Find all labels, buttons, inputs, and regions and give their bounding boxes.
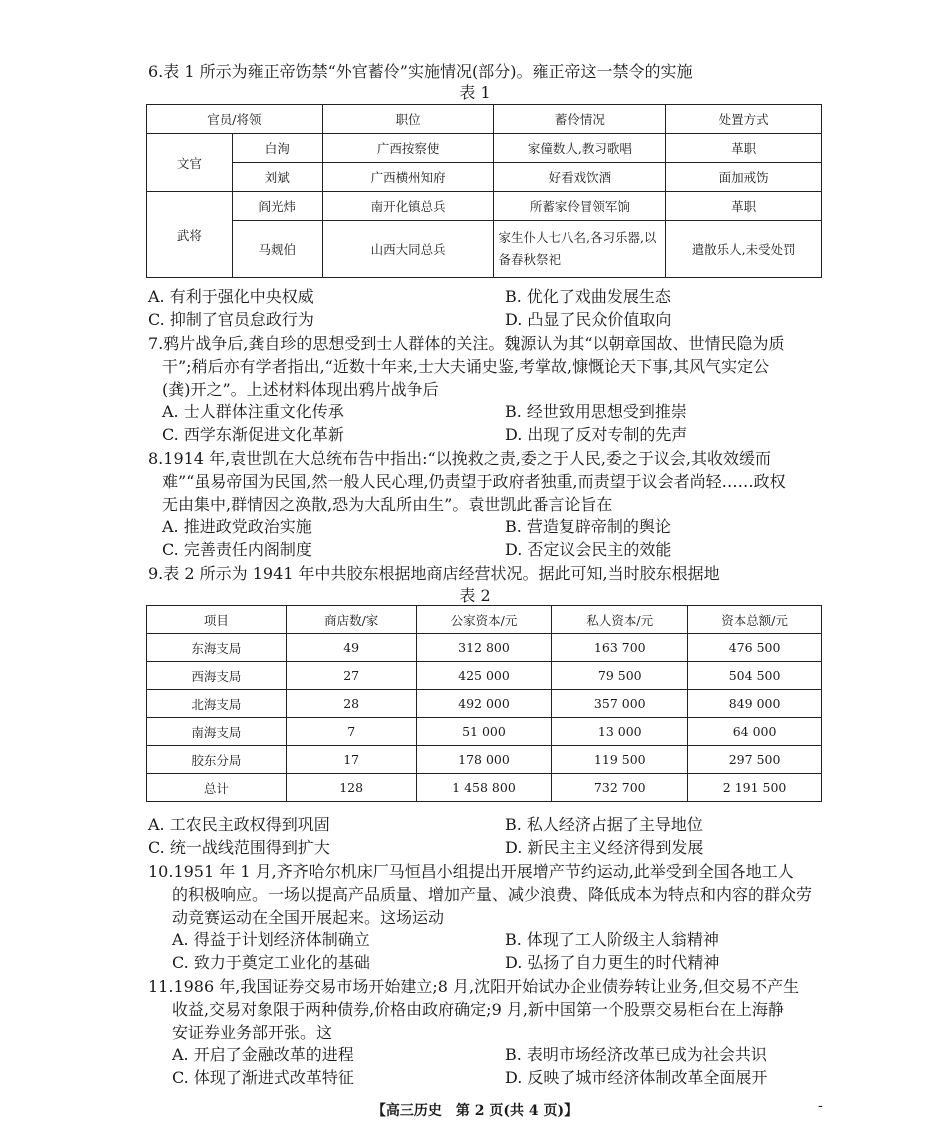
q11-option-c: C. 体现了渐进式改革特征 [172, 1068, 354, 1087]
q10-line: 的积极响应。一场以提高产品质量、增加产量、减少浪费、降低成本为特点和内容的群众劳 [172, 885, 813, 904]
q9-stem: 9.表 2 所示为 1941 年中共胶东根据地商店经营状况。据此可知,当时胶东根据地 [148, 564, 720, 583]
q7-option-c: C. 西学东渐促进文化革新 [162, 425, 344, 444]
q8-line: 8.1914 年,袁世凯在大总统布告中指出:“以挽救之责,委之于人民,委之于议会,其收效缓而 [148, 449, 771, 468]
table1-title: 表 1 [459, 83, 491, 102]
cell: 总计 [147, 774, 287, 802]
cell: 732 700 [552, 774, 688, 802]
q7-option-b: B. 经世致用思想受到推崇 [505, 402, 687, 421]
cell: 面加戒饬 [666, 163, 822, 192]
cell: 北海支局 [147, 690, 287, 718]
cell: 马觌伯 [232, 221, 322, 278]
table-row [147, 192, 822, 221]
cell: 17 [286, 746, 416, 774]
q8-option-a: A. 推进政党政治实施 [162, 517, 312, 536]
q6-stem: 6.表 1 所示为雍正帝饬禁“外官蓄伶”实施情况(部分)。雍正帝这一禁令的实施 [148, 62, 693, 81]
table2-header: 私人资本/元 [552, 606, 688, 634]
cell: 白洵 [232, 134, 322, 163]
cell: 28 [286, 690, 416, 718]
q6-option-d: D. 凸显了民众价值取向 [505, 310, 672, 329]
cell: 胶东分局 [147, 746, 287, 774]
table1-header: 职位 [322, 105, 494, 134]
cell: 79 500 [552, 662, 688, 690]
table2-header: 公家资本/元 [416, 606, 552, 634]
q9-option-c: C. 统一战线范围得到扩大 [148, 838, 330, 857]
cell: 阎光炜 [232, 192, 322, 221]
q7-option-a: A. 士人群体注重文化传承 [162, 402, 344, 421]
cell: 13 000 [552, 718, 688, 746]
table1 [146, 104, 822, 278]
q9-option-d: D. 新民主主义经济得到发展 [505, 838, 704, 857]
q8-option-c: C. 完善责任内阁制度 [162, 540, 312, 559]
cell: 178 000 [416, 746, 552, 774]
q7-line: 干”;稍后亦有学者指出,“近数十年来,士大夫诵史鉴,考掌故,慷慨论天下事,其风气实定公 [162, 357, 770, 376]
cell: 好看戏饮酒 [494, 163, 666, 192]
cell: 7 [286, 718, 416, 746]
cell: 357 000 [552, 690, 688, 718]
q7-line: (龚)开之”。上述材料体现出鸦片战争后 [162, 380, 439, 399]
table-row [147, 221, 822, 278]
q10-line: 10.1951 年 1 月,齐齐哈尔机床厂马恒昌小组提出开展增产节约运动,此举受到全国各地工人 [148, 862, 794, 881]
cell: 西海支局 [147, 662, 287, 690]
cell: 刘斌 [232, 163, 322, 192]
cell: 山西大同总兵 [322, 221, 494, 278]
cell: 492 000 [416, 690, 552, 718]
cell: 所蓄家伶冒领军饷 [494, 192, 666, 221]
cell: 297 500 [688, 746, 822, 774]
cell: 东海支局 [147, 634, 287, 662]
table2-header-row [147, 606, 822, 634]
cell: 革职 [666, 134, 822, 163]
q7-option-d: D. 出现了反对专制的先声 [505, 425, 688, 444]
q8-option-b: B. 营造复辟帝制的舆论 [505, 517, 671, 536]
q11-line: 安证券业务部开张。这 [172, 1023, 333, 1042]
q10-line: 动竞赛运动在全国开展起来。这场运动 [172, 908, 445, 927]
table2-header: 商店数/家 [286, 606, 416, 634]
q11-option-d: D. 反映了城市经济体制改革全面展开 [505, 1068, 768, 1087]
page-footer: 【高三历史 第 2 页(共 4 页)】 [371, 1103, 579, 1119]
table-row [147, 774, 822, 802]
cell: 家生仆人七八名,各习乐器,以备春秋祭祀 [494, 221, 666, 278]
q7-line: 7.鸦片战争后,龚自珍的思想受到士人群体的关注。魏源认为其“以朝章国故、世情民隐为质 [148, 334, 785, 353]
cell: 家僮数人,教习歌唱 [494, 134, 666, 163]
cell: 128 [286, 774, 416, 802]
cell: 504 500 [688, 662, 822, 690]
cell: 119 500 [552, 746, 688, 774]
table1-header: 官员/将领 [147, 105, 323, 134]
group-label: 武将 [147, 192, 233, 278]
cell: 51 000 [416, 718, 552, 746]
table1-header: 处置方式 [666, 105, 822, 134]
table2-title: 表 2 [459, 586, 491, 605]
cell: 南海支局 [147, 718, 287, 746]
table2-header: 项目 [147, 606, 287, 634]
cell: 1 458 800 [416, 774, 552, 802]
table-row [147, 746, 822, 774]
cell: 849 000 [688, 690, 822, 718]
cell: 476 500 [688, 634, 822, 662]
group-label: 文官 [147, 134, 233, 192]
q10-option-a: A. 得益于计划经济体制确立 [172, 930, 370, 949]
cell: 425 000 [416, 662, 552, 690]
table2 [146, 605, 822, 802]
q6-option-b: B. 优化了戏曲发展生态 [505, 287, 671, 306]
q6-option-c: C. 抑制了官员怠政行为 [148, 310, 314, 329]
cell: 49 [286, 634, 416, 662]
q10-option-b: B. 体现了工人阶级主人翁精神 [505, 930, 719, 949]
cell: 312 800 [416, 634, 552, 662]
q11-line: 收益,交易对象限于两种债券,价格由政府确定;9 月,新中国第一个股票交易柜台在上海静 [172, 1000, 784, 1019]
cell: 27 [286, 662, 416, 690]
q8-line: 难”“虽易帝国为民国,然一般人民心理,仍责望于政府者独重,而责望于议会者尚轻……政权 [162, 472, 786, 491]
cell: 64 000 [688, 718, 822, 746]
table-row [147, 690, 822, 718]
cell: 广西按察使 [322, 134, 494, 163]
table-row [147, 718, 822, 746]
table-row [147, 662, 822, 690]
cell: 革职 [666, 192, 822, 221]
q10-option-d: D. 弘扬了自力更生的时代精神 [505, 953, 720, 972]
q11-option-b: B. 表明市场经济改革已成为社会共识 [505, 1045, 767, 1064]
q6-option-a: A. 有利于强化中央权威 [148, 287, 314, 306]
table1-header-row [147, 105, 822, 134]
q8-line: 无由集中,群情因之涣散,恐为大乱所由生”。袁世凯此番言论旨在 [162, 495, 613, 514]
cell: 遣散乐人,未受处罚 [666, 221, 822, 278]
cell: 广西横州知府 [322, 163, 494, 192]
table-row [147, 163, 822, 192]
q11-line: 11.1986 年,我国证券交易市场开始建立;8 月,沈阳开始试办企业债券转让业务,但交易不产生 [148, 977, 800, 996]
q11-option-a: A. 开启了金融改革的进程 [172, 1045, 354, 1064]
corner-mark: - [818, 1098, 823, 1114]
cell: 2 191 500 [688, 774, 822, 802]
q8-option-d: D. 否定议会民主的效能 [505, 540, 672, 559]
cell: 南开化镇总兵 [322, 192, 494, 221]
table-row [147, 134, 822, 163]
cell: 163 700 [552, 634, 688, 662]
q9-option-b: B. 私人经济占据了主导地位 [505, 815, 703, 834]
table1-header: 蓄伶情况 [494, 105, 666, 134]
table2-header: 资本总额/元 [688, 606, 822, 634]
table-row [147, 634, 822, 662]
q9-option-a: A. 工农民主政权得到巩固 [148, 815, 330, 834]
q10-option-c: C. 致力于奠定工业化的基础 [172, 953, 370, 972]
